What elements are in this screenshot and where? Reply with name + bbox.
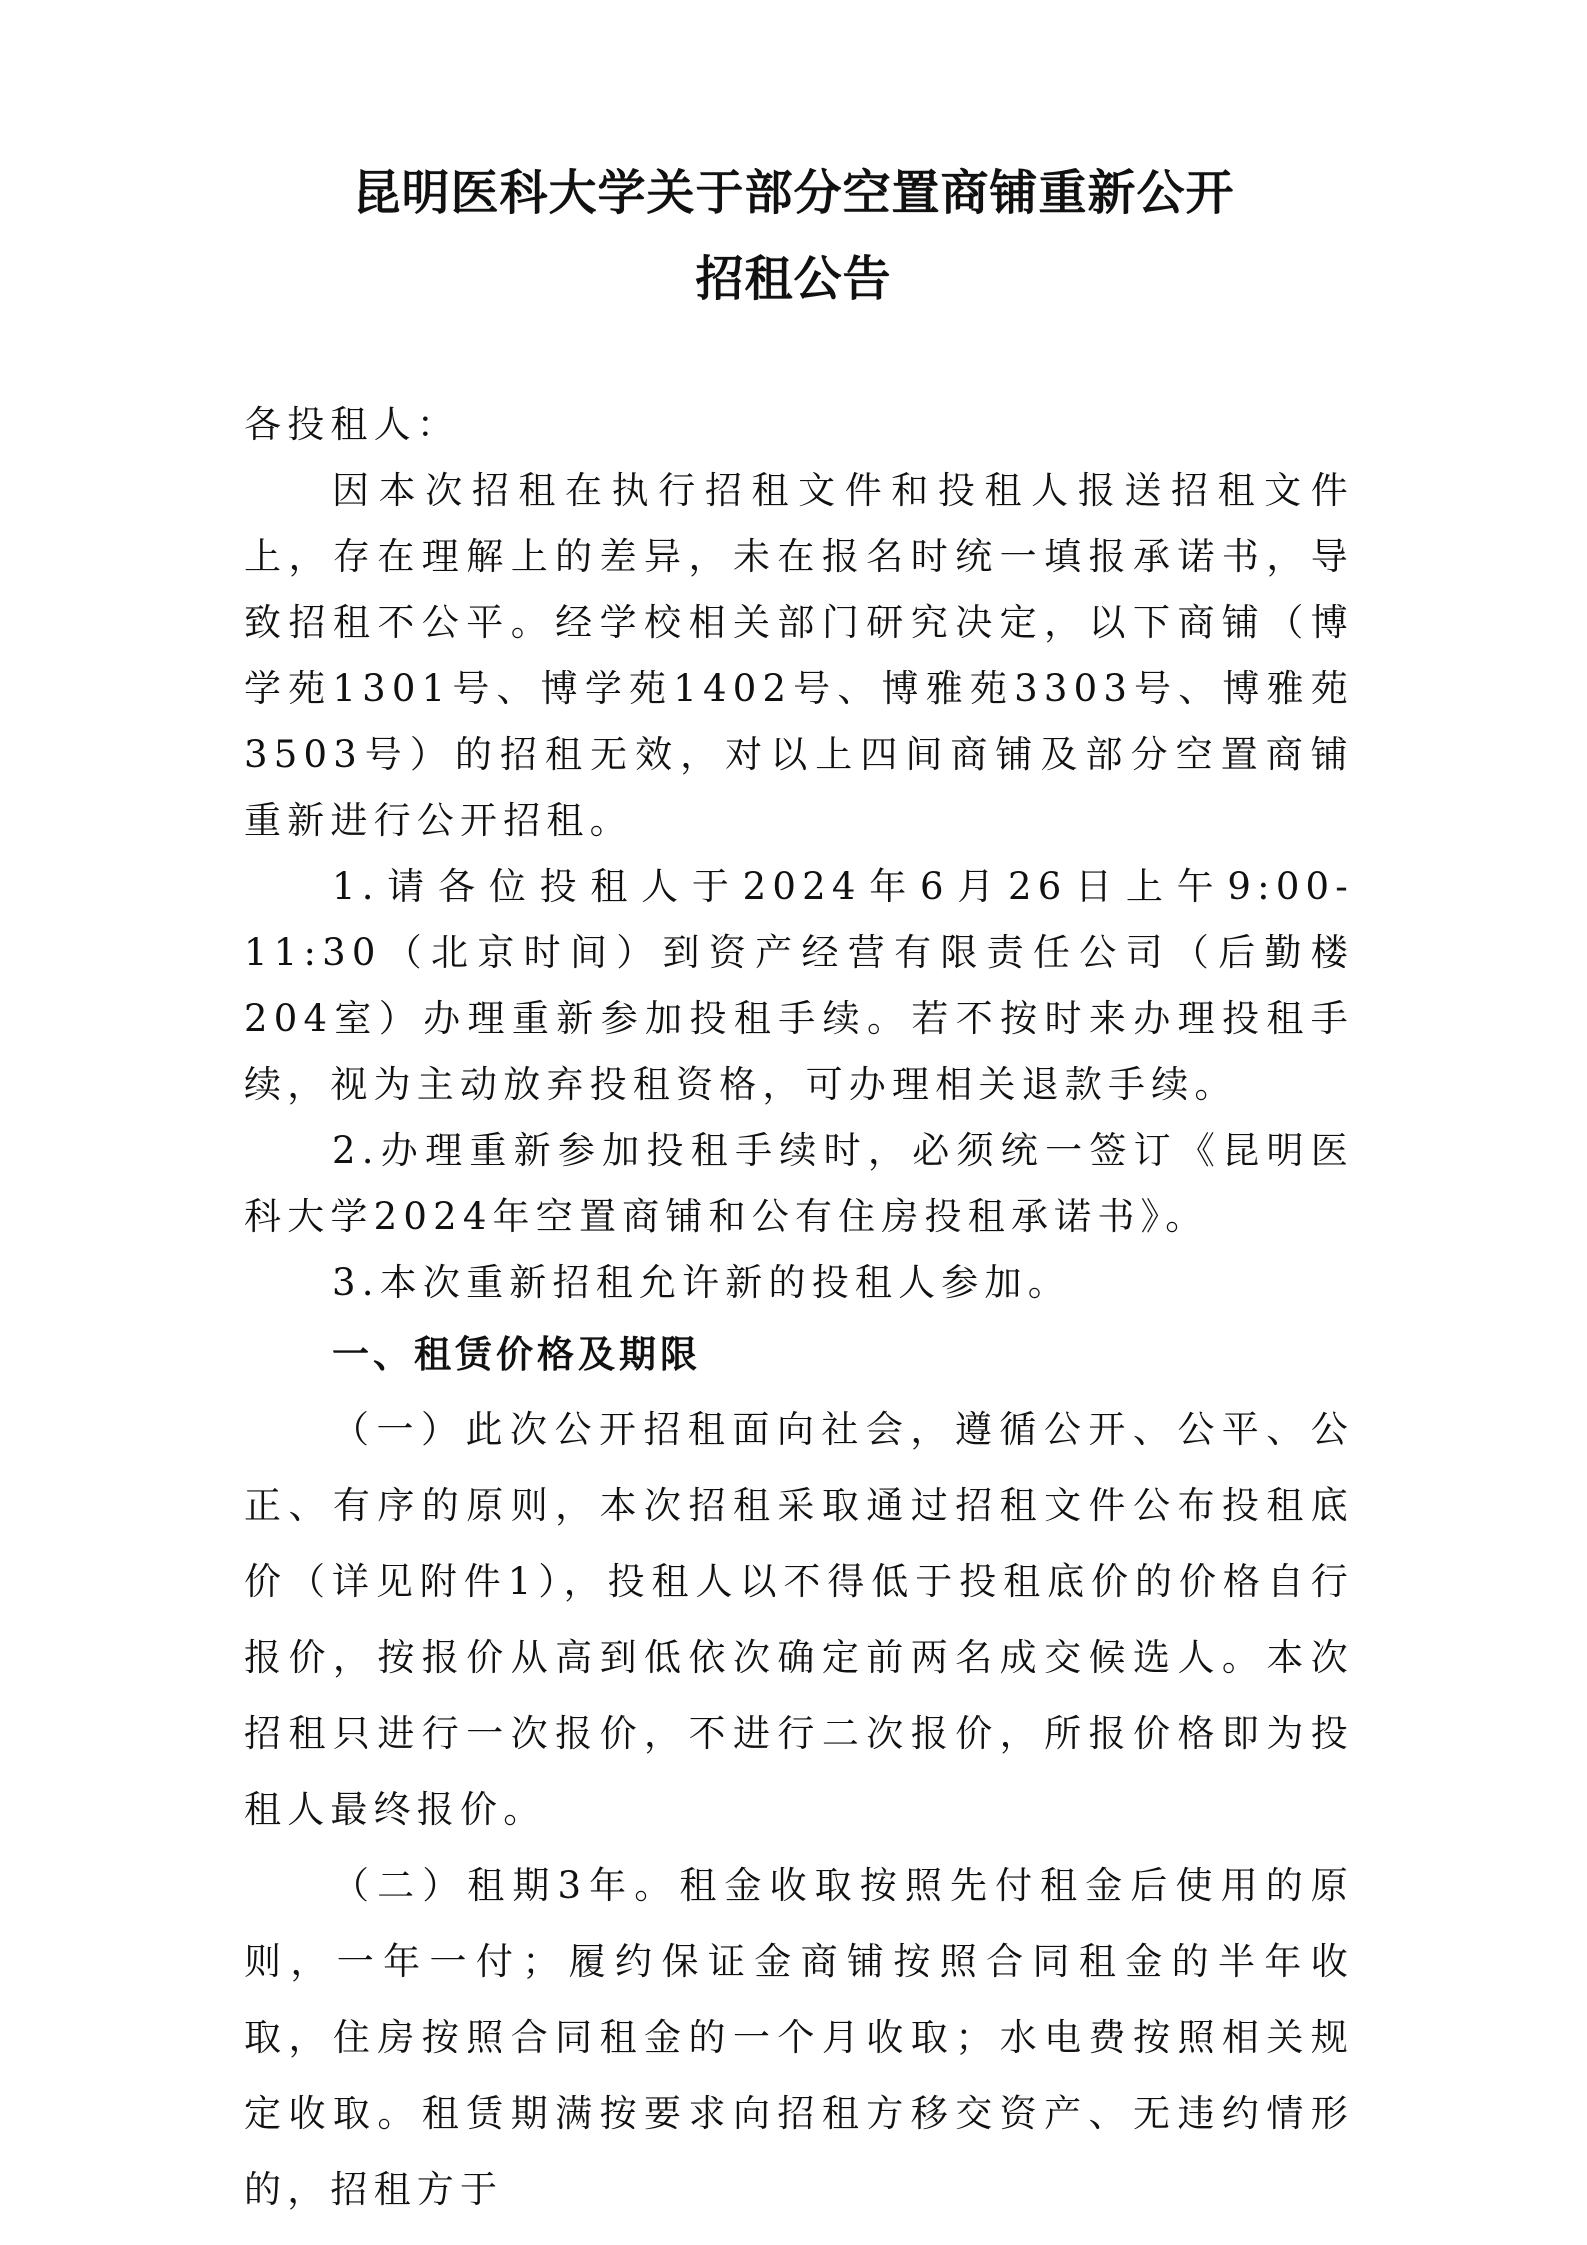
document-title-line-1: 昆明医科大学关于部分空置商铺重新公开 bbox=[352, 165, 1235, 221]
intro-paragraph: 因本次招租在执行招租文件和投租人报送招租文件上，存在理解上的差异，未在报名时统一填报承诺书，导致招租不公平。经学校相关部门研究决定，以下商铺（博学苑1301号、博学苑1402号、博雅苑3303号、博雅苑3503号）的招租无效，对以上四间商铺及部分空置商铺重新进行公开招租。 bbox=[244, 469, 1354, 842]
item-3-paragraph: 3.本次重新招租允许新的投租人参加。 bbox=[332, 1261, 1071, 1304]
item-2-paragraph: 2.办理重新参加投租手续时，必须统一签订《昆明医科大学2024年空置商铺和公有住房投租承诺书》。 bbox=[244, 1129, 1354, 1238]
greeting: 各投租人： bbox=[244, 403, 460, 446]
section-1-heading: 一、租赁价格及期限 bbox=[332, 1333, 701, 1376]
section-1-sub-2-paragraph: （二）租期3年。租金收取按照先付租金后使用的原则，一年一付；履约保证金商铺按照合同租金的半年收取，住房按照合同租金的一个月收取；水电费按照相关规定收取。租赁期满按要求向招租方移交资产、无违约情形的，招租方于 bbox=[244, 1864, 1354, 2211]
section-1-sub-1-paragraph: （一）此次公开招租面向社会，遵循公开、公平、公正、有序的原则，本次招租采取通过招租文件公布投租底价（详见附件1），投租人以不得低于投租底价的价格自行报价，按报价从高到低依次确定前两名成交候选人。本次招租只进行一次报价，不进行二次报价，所报价格即为投租人最终报价。 bbox=[244, 1408, 1354, 1831]
document-body bbox=[244, 392, 1354, 2228]
item-1-paragraph: 1.请各位投租人于2024年6月26日上午9:00-11:30（北京时间）到资产经营有限责任公司（后勤楼204室）办理重新参加投租手续。若不按时来办理投租手续，视为主动放弃投租资格，可办理相关退款手续。 bbox=[244, 865, 1354, 1106]
document-title-line-2: 招租公告 bbox=[695, 251, 892, 307]
